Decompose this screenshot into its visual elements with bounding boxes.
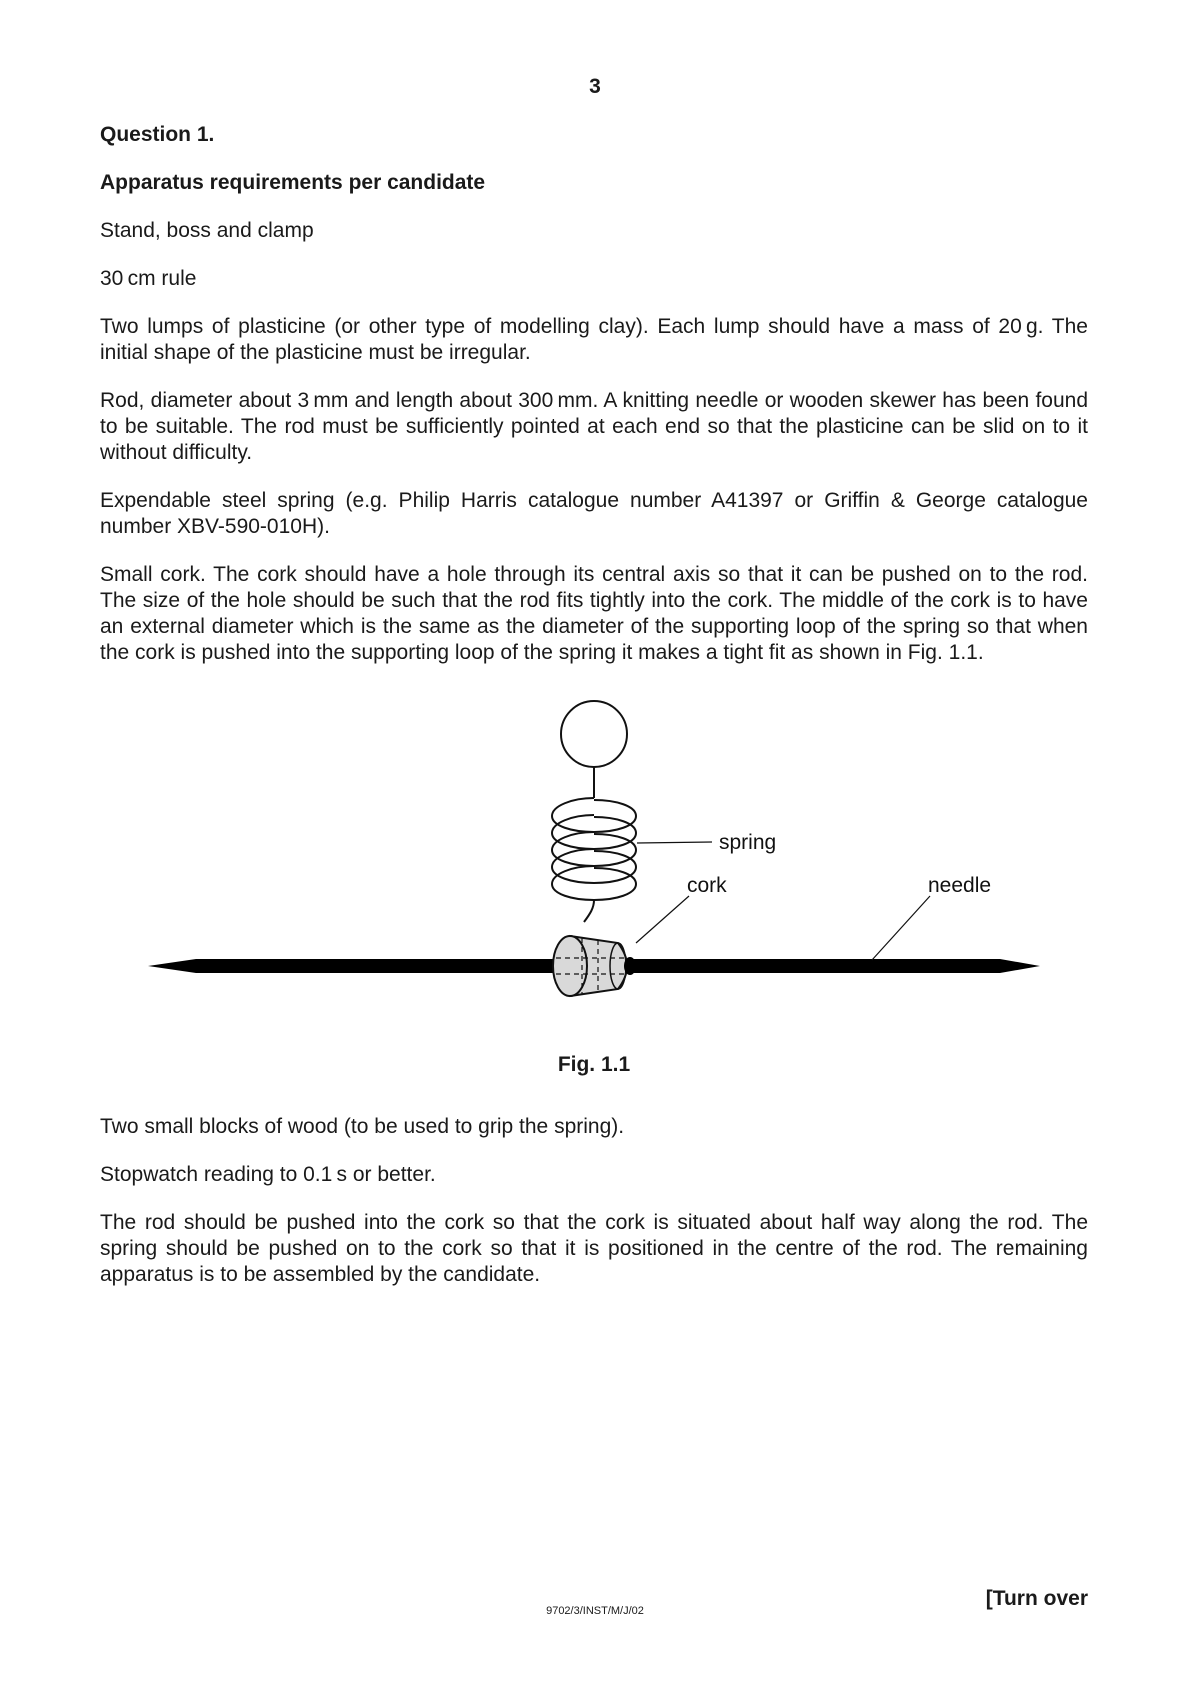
spring-leader-line: [637, 842, 712, 843]
cork: [553, 936, 636, 996]
figure-caption: Fig. 1.1: [557, 1053, 631, 1076]
paragraph: Stand, boss and clamp: [100, 219, 314, 242]
paragraph: Small cork. The cork should have a hole through its central axis so that it can be pushed on to the rod. The size of the hole should be such that the rod fits tightly into the cork. The middle of the cork is to have an external diameter which is the same as the diameter of the supporting loop of the spring so that when the cork is pushed into the supporting loop of the spring it makes a tight fit as shown in Fig. 1.1.: [100, 563, 1088, 664]
cork-leader-line: [636, 896, 689, 943]
document-body: [100, 122, 1088, 1310]
paragraph: Two lumps of plasticine (or other type of modelling clay). Each lump should have a mass of 20 g. The initial shape of the plasticine must be irregular.: [100, 315, 1088, 364]
needle-label: needle: [928, 874, 992, 897]
spring-hook-loop: [561, 701, 627, 767]
turn-over-note: [Turn over: [985, 1587, 1088, 1610]
section-heading: Apparatus requirements per candidate: [100, 171, 486, 194]
spring-label: spring: [719, 831, 777, 854]
footer-code: 9702/3/INST/M/J/02: [546, 1605, 644, 1617]
paragraph: The rod should be pushed into the cork so that the cork is situated about half way along the rod. The spring should be pushed on to the cork so that it is positioned in the centre of the rod. The remaining apparatus is to be assembled by the candidate.: [100, 1211, 1088, 1286]
paragraph: Expendable steel spring (e.g. Philip Harris catalogue number A41397 or Griffin & George catalogue number XBV-590-010H).: [100, 489, 1088, 538]
apparatus-diagram: [0, 688, 1190, 1048]
needle-leader-line: [872, 896, 930, 960]
spring-coils: [552, 798, 636, 922]
paragraph: 30 cm rule: [100, 267, 197, 290]
cork-label: cork: [687, 874, 727, 897]
paragraph: Rod, diameter about 3 mm and length about 300 mm. A knitting needle or wooden skewer has been found to be suitable. The rod must be sufficiently pointed at each end so that the plasticine can be slid on to it without difficulty.: [100, 389, 1088, 464]
page-number: 3: [589, 75, 601, 98]
figure-1-1: [100, 688, 1088, 1098]
paragraph: Two small blocks of wood (to be used to grip the spring).: [100, 1115, 625, 1138]
paragraph: Stopwatch reading to 0.1 s or better.: [100, 1163, 436, 1186]
question-title: Question 1.: [100, 123, 215, 146]
